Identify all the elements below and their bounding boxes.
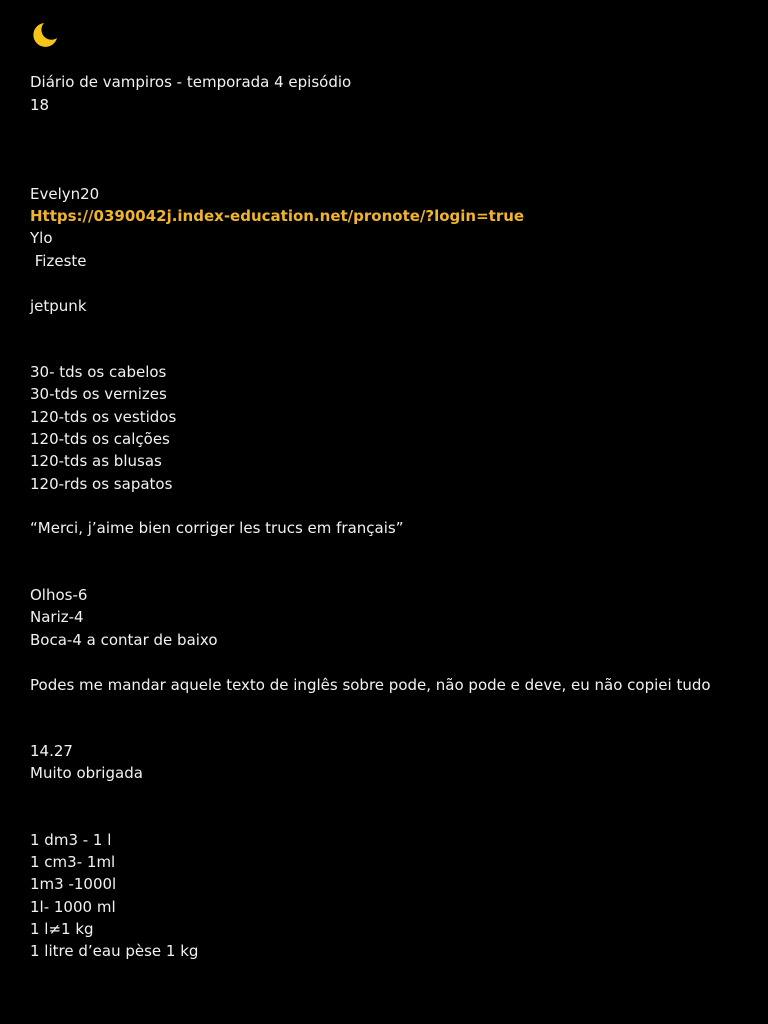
crescent-moon-icon	[30, 20, 60, 50]
list-item: 1l- 1000 ml	[30, 898, 116, 916]
jetpunk-text: jetpunk	[30, 297, 87, 315]
list-item: Nariz-4	[30, 608, 84, 626]
list-item: Olhos-6	[30, 586, 88, 604]
list-item: 120-tds os vestidos	[30, 408, 177, 426]
fizeste-text: Fizeste	[30, 252, 87, 270]
list-item: 30- tds os cabelos	[30, 363, 167, 381]
quote-text: “Merci, j’aime bien corriger les trucs em français”	[30, 519, 404, 537]
request-text: Podes me mandar aquele texto de inglês sobre pode, não pode e deve, eu não copiei tudo	[30, 676, 711, 694]
list-item: 120-tds os calções	[30, 430, 170, 448]
thanks-text: Muito obrigada	[30, 764, 143, 782]
time-text: 14.27	[30, 742, 73, 760]
list-item: 1 dm3 - 1 l	[30, 831, 112, 849]
list-item: 1m3 -1000l	[30, 875, 117, 893]
note-title-line-2: 18	[30, 96, 50, 114]
list-item: 30-tds os vernizes	[30, 385, 167, 403]
list-item: 120-rds os sapatos	[30, 475, 173, 493]
list-item: 120-tds as blusas	[30, 452, 162, 470]
list-item: 1 l≠1 kg	[30, 920, 94, 938]
list-item: 1 litre d’eau pèse 1 kg	[30, 942, 199, 960]
list-item: Boca-4 a contar de baixo	[30, 631, 218, 649]
username-text: Evelyn20	[30, 185, 100, 203]
ylo-text: Ylo	[30, 229, 53, 247]
pronote-link[interactable]: Https://0390042j.index-education.net/pronote/?login=true	[30, 207, 525, 225]
note-title-line-1: Diário de vampiros - temporada 4 episódio	[30, 73, 352, 91]
list-item: 1 cm3- 1ml	[30, 853, 116, 871]
